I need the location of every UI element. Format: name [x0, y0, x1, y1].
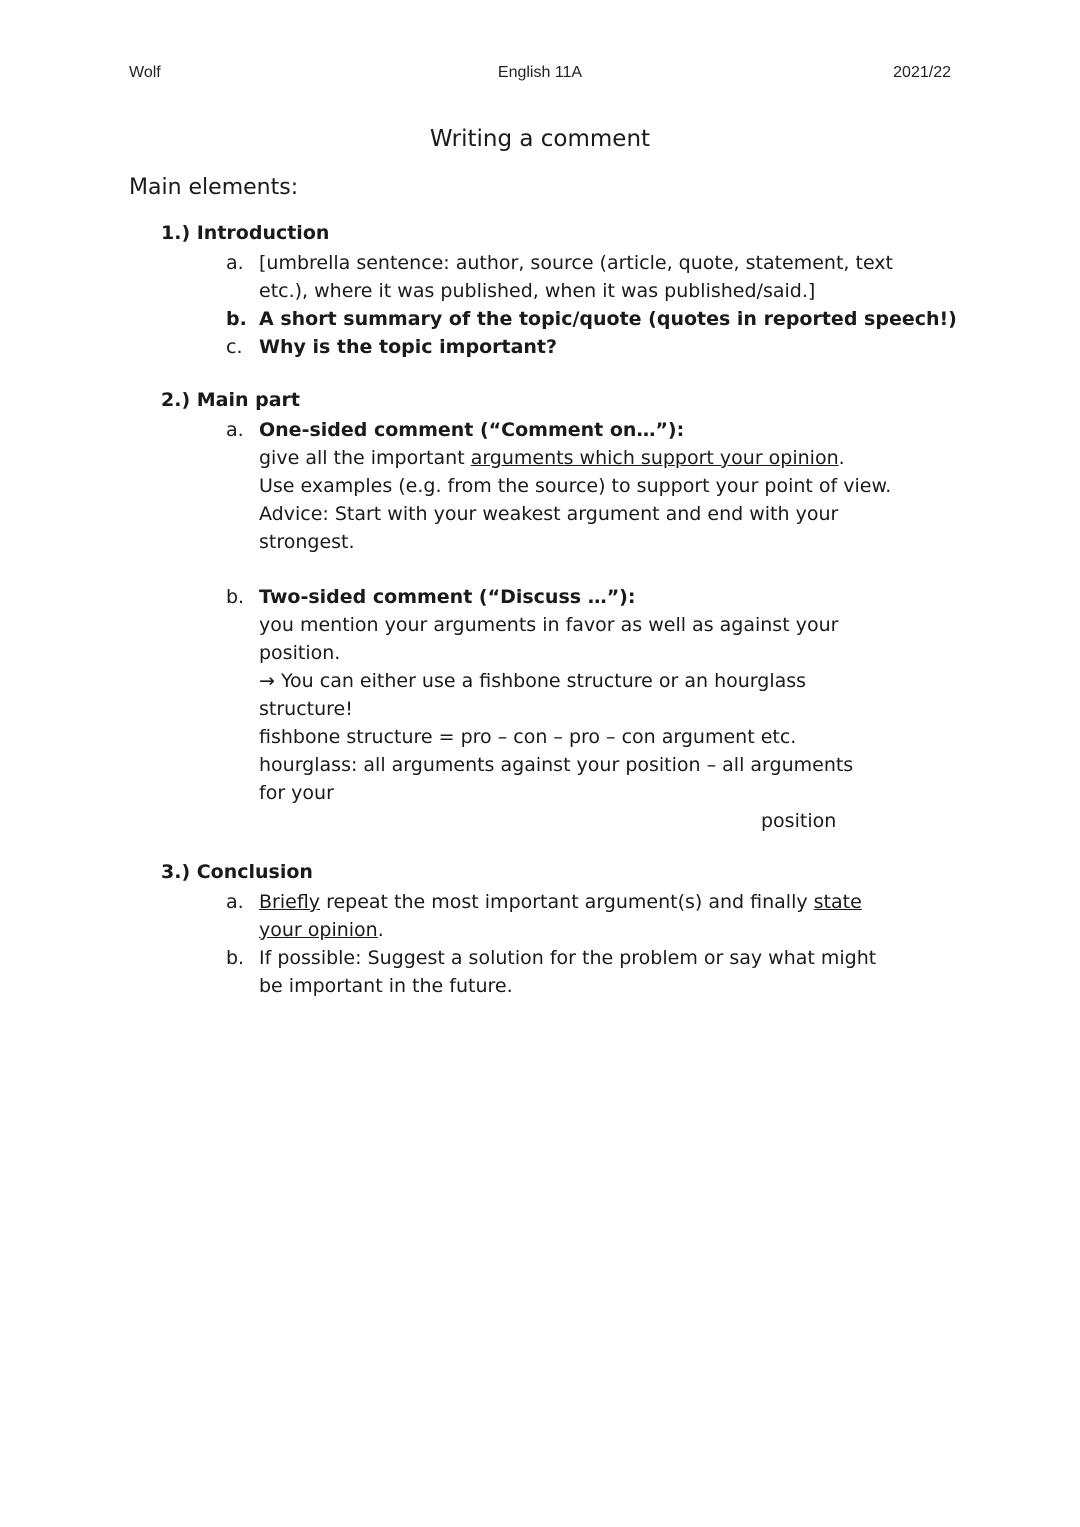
- two-sided-line-2: position.: [259, 642, 341, 664]
- two-sided-title: Two-sided comment (“Discuss …”):: [259, 586, 636, 608]
- two-sided-line-4: structure!: [259, 698, 353, 720]
- two-sided-line-6: hourglass: all arguments against your position – all arguments: [259, 754, 854, 776]
- underlined-text: arguments which support your opinion: [470, 447, 839, 469]
- intro-heading: 1.) Introduction: [161, 222, 330, 244]
- list-marker: b.: [226, 586, 245, 608]
- conclusion-b-line-2: be important in the future.: [259, 975, 513, 997]
- intro-a-line-1: [umbrella sentence: author, source (article, quote, statement, text: [259, 252, 893, 274]
- underlined-text: your opinion: [259, 919, 378, 941]
- two-sided-line-1: you mention your arguments in favor as well as against your: [259, 614, 839, 636]
- intro-b-text: A short summary of the topic/quote (quotes in reported speech!): [259, 308, 957, 330]
- underlined-text: state: [813, 891, 862, 913]
- list-marker: a.: [226, 419, 244, 441]
- intro-c-text: Why is the topic important?: [259, 336, 558, 358]
- one-sided-line-2: Use examples (e.g. from the source) to support your point of view.: [259, 475, 892, 497]
- one-sided-line-3: Advice: Start with your weakest argument and end with your: [259, 503, 839, 525]
- intro-a-line-2: etc.), where it was published, when it was published/said.]: [259, 280, 816, 302]
- list-marker: b.: [226, 947, 245, 969]
- two-sided-line-8: position: [761, 810, 837, 832]
- header-year: 2021/22: [893, 64, 951, 81]
- list-marker: a.: [226, 891, 244, 913]
- underlined-text: Briefly: [259, 891, 321, 913]
- header-course: English 11A: [497, 64, 583, 81]
- one-sided-line-4: strongest.: [259, 531, 355, 553]
- conclusion-a-line-1: Briefly repeat the most important argument(s) and finally state: [259, 891, 862, 913]
- main-part-heading: 2.) Main part: [161, 389, 300, 411]
- list-marker: b.: [226, 308, 247, 330]
- one-sided-line-1: give all the important arguments which support your opinion.: [259, 447, 845, 469]
- list-marker: c.: [226, 336, 243, 358]
- two-sided-line-7: for your: [259, 782, 334, 804]
- page-title: Writing a comment: [429, 126, 651, 152]
- header-author: Wolf: [129, 64, 161, 81]
- conclusion-b-line-1: If possible: Suggest a solution for the problem or say what might: [259, 947, 877, 969]
- two-sided-line-3: → You can either use a fishbone structure or an hourglass: [259, 670, 807, 692]
- list-marker: a.: [226, 252, 244, 274]
- conclusion-a-line-2: your opinion.: [259, 919, 384, 941]
- two-sided-line-5: fishbone structure = pro – con – pro – con argument etc.: [259, 726, 797, 748]
- conclusion-heading: 3.) Conclusion: [161, 861, 313, 883]
- one-sided-title: One-sided comment (“Comment on…”):: [259, 419, 685, 441]
- main-elements-label: Main elements:: [129, 175, 299, 200]
